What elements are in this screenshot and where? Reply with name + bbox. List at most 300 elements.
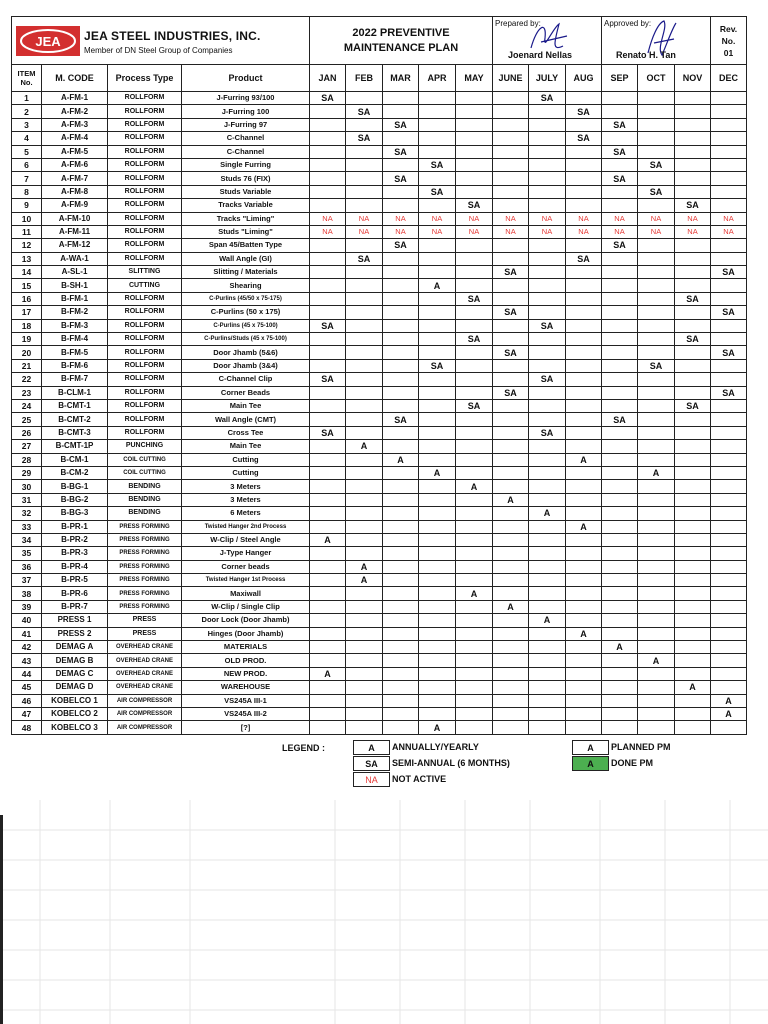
- item-no-cell: 46: [12, 694, 42, 707]
- product-cell: Cutting: [182, 466, 310, 479]
- plan-cell-dec: [711, 105, 747, 118]
- machine-code-cell: PRESS 1: [42, 614, 108, 627]
- legend: [0, 738, 768, 798]
- product-cell: Studs "Liming": [182, 225, 310, 238]
- plan-cell-oct: [638, 627, 675, 640]
- col-process-type: Process Type: [108, 65, 182, 92]
- plan-cell-sep: SA: [602, 145, 638, 158]
- plan-cell-feb: [346, 373, 383, 386]
- item-no-cell: 24: [12, 399, 42, 412]
- legend-not-active-text: NOT ACTIVE: [392, 774, 447, 784]
- plan-cell-may: [456, 694, 493, 707]
- item-no-cell: 42: [12, 641, 42, 654]
- plan-cell-aug: [566, 707, 602, 720]
- item-no-cell: 28: [12, 453, 42, 466]
- plan-cell-dec: SA: [711, 386, 747, 399]
- plan-cell-sep: [602, 694, 638, 707]
- plan-cell-nov: [675, 426, 711, 439]
- product-cell: Studs Variable: [182, 185, 310, 198]
- plan-cell-jan: [310, 105, 346, 118]
- plan-cell-apr: [419, 614, 456, 627]
- company-logo: [16, 26, 80, 56]
- table-row: [12, 118, 747, 131]
- product-cell: Shearing: [182, 279, 310, 292]
- item-no-cell: 26: [12, 426, 42, 439]
- plan-cell-aug: [566, 292, 602, 305]
- legend-annual-mark: A: [353, 740, 390, 755]
- plan-cell-oct: [638, 92, 675, 105]
- plan-cell-aug: [566, 373, 602, 386]
- plan-cell-aug: [566, 279, 602, 292]
- plan-cell-aug: [566, 694, 602, 707]
- plan-cell-july: [529, 118, 566, 131]
- plan-cell-dec: [711, 359, 747, 372]
- product-cell: C-Purlins (50 x 175): [182, 306, 310, 319]
- plan-cell-july: [529, 681, 566, 694]
- plan-cell-jan: [310, 172, 346, 185]
- plan-cell-july: [529, 466, 566, 479]
- plan-cell-jan: [310, 199, 346, 212]
- plan-cell-jan: [310, 239, 346, 252]
- plan-cell-feb: [346, 721, 383, 734]
- pm-table: [11, 16, 747, 735]
- revision-box: [711, 17, 747, 65]
- plan-cell-feb: [346, 681, 383, 694]
- plan-rows: [12, 92, 747, 735]
- plan-cell-july: A: [529, 614, 566, 627]
- plan-cell-apr: [419, 333, 456, 346]
- plan-cell-nov: [675, 707, 711, 720]
- plan-cell-apr: [419, 493, 456, 506]
- plan-cell-sep: [602, 520, 638, 533]
- plan-cell-jan: [310, 132, 346, 145]
- machine-code-cell: DEMAG A: [42, 641, 108, 654]
- product-cell: J-Furring 93/100: [182, 92, 310, 105]
- plan-cell-apr: NA: [419, 212, 456, 225]
- table-row: [12, 266, 747, 279]
- plan-cell-mar: [383, 306, 419, 319]
- plan-cell-jan: [310, 574, 346, 587]
- plan-cell-mar: [383, 681, 419, 694]
- plan-cell-mar: [383, 426, 419, 439]
- plan-cell-nov: [675, 654, 711, 667]
- plan-cell-aug: [566, 239, 602, 252]
- plan-cell-july: [529, 520, 566, 533]
- process-type-cell: BENDING: [108, 507, 182, 520]
- plan-cell-sep: [602, 493, 638, 506]
- product-cell: C-Purlins (45 x 75-100): [182, 319, 310, 332]
- plan-cell-dec: [711, 132, 747, 145]
- plan-cell-nov: [675, 132, 711, 145]
- plan-cell-aug: [566, 266, 602, 279]
- plan-cell-nov: [675, 239, 711, 252]
- item-no-cell: 12: [12, 239, 42, 252]
- process-type-cell: ROLLFORM: [108, 92, 182, 105]
- table-row: [12, 493, 747, 506]
- plan-cell-nov: [675, 359, 711, 372]
- plan-cell-jan: [310, 279, 346, 292]
- plan-cell-apr: [419, 560, 456, 573]
- table-row: [12, 319, 747, 332]
- plan-cell-apr: [419, 346, 456, 359]
- plan-cell-june: [493, 319, 529, 332]
- product-cell: Maxiwall: [182, 587, 310, 600]
- plan-cell-june: [493, 239, 529, 252]
- product-cell: J-Furring 97: [182, 118, 310, 131]
- process-type-cell: ROLLFORM: [108, 306, 182, 319]
- plan-cell-dec: [711, 252, 747, 265]
- plan-cell-aug: [566, 466, 602, 479]
- item-no-cell: 44: [12, 667, 42, 680]
- plan-cell-may: [456, 413, 493, 426]
- item-no-cell: 2: [12, 105, 42, 118]
- plan-cell-feb: [346, 694, 383, 707]
- col-product: Product: [182, 65, 310, 92]
- plan-cell-apr: [419, 453, 456, 466]
- plan-cell-mar: [383, 574, 419, 587]
- plan-cell-jan: [310, 520, 346, 533]
- plan-cell-feb: [346, 359, 383, 372]
- plan-cell-may: NA: [456, 225, 493, 238]
- plan-cell-july: [529, 333, 566, 346]
- plan-cell-aug: SA: [566, 252, 602, 265]
- item-no-cell: 14: [12, 266, 42, 279]
- legend-done-text: DONE PM: [611, 758, 654, 768]
- plan-cell-dec: [711, 333, 747, 346]
- plan-cell-oct: [638, 694, 675, 707]
- product-cell: Door Lock (Door Jhamb): [182, 614, 310, 627]
- plan-cell-feb: [346, 533, 383, 546]
- plan-cell-june: SA: [493, 386, 529, 399]
- plan-cell-sep: [602, 654, 638, 667]
- process-type-cell: PRESS: [108, 614, 182, 627]
- table-row: [12, 239, 747, 252]
- plan-cell-mar: [383, 507, 419, 520]
- product-cell: Cutting: [182, 453, 310, 466]
- plan-cell-aug: SA: [566, 132, 602, 145]
- process-type-cell: AIR COMPRESSOR: [108, 707, 182, 720]
- plan-cell-jan: [310, 587, 346, 600]
- plan-cell-apr: [419, 92, 456, 105]
- table-row: [12, 172, 747, 185]
- plan-cell-apr: [419, 654, 456, 667]
- machine-code-cell: B-FM-7: [42, 373, 108, 386]
- plan-cell-july: [529, 292, 566, 305]
- plan-cell-feb: [346, 493, 383, 506]
- plan-cell-july: A: [529, 507, 566, 520]
- plan-cell-nov: [675, 118, 711, 131]
- plan-cell-dec: [711, 185, 747, 198]
- plan-cell-mar: NA: [383, 212, 419, 225]
- plan-cell-june: [493, 721, 529, 734]
- plan-cell-july: [529, 533, 566, 546]
- table-row: [12, 185, 747, 198]
- machine-code-cell: B-FM-1: [42, 292, 108, 305]
- plan-cell-oct: [638, 667, 675, 680]
- plan-cell-dec: SA: [711, 306, 747, 319]
- plan-cell-aug: [566, 158, 602, 171]
- plan-cell-sep: [602, 333, 638, 346]
- plan-cell-may: [456, 386, 493, 399]
- process-type-cell: ROLLFORM: [108, 212, 182, 225]
- plan-cell-june: SA: [493, 266, 529, 279]
- table-row: [12, 533, 747, 546]
- plan-cell-mar: [383, 158, 419, 171]
- document-title: [310, 17, 493, 65]
- plan-cell-feb: [346, 386, 383, 399]
- process-type-cell: AIR COMPRESSOR: [108, 694, 182, 707]
- plan-cell-feb: A: [346, 574, 383, 587]
- plan-cell-june: [493, 145, 529, 158]
- plan-cell-may: [456, 252, 493, 265]
- process-type-cell: AIR COMPRESSOR: [108, 721, 182, 734]
- plan-cell-aug: [566, 440, 602, 453]
- plan-cell-jan: [310, 399, 346, 412]
- plan-cell-oct: [638, 346, 675, 359]
- plan-cell-aug: [566, 172, 602, 185]
- process-type-cell: ROLLFORM: [108, 145, 182, 158]
- plan-cell-dec: [711, 681, 747, 694]
- plan-cell-apr: [419, 574, 456, 587]
- plan-cell-july: SA: [529, 92, 566, 105]
- plan-cell-oct: [638, 399, 675, 412]
- plan-cell-sep: [602, 359, 638, 372]
- process-type-cell: PRESS FORMING: [108, 587, 182, 600]
- plan-cell-mar: [383, 386, 419, 399]
- item-no-cell: 5: [12, 145, 42, 158]
- plan-cell-sep: [602, 480, 638, 493]
- plan-cell-aug: A: [566, 520, 602, 533]
- plan-cell-feb: [346, 627, 383, 640]
- plan-cell-july: [529, 399, 566, 412]
- plan-cell-mar: [383, 560, 419, 573]
- plan-cell-july: [529, 172, 566, 185]
- plan-cell-feb: A: [346, 560, 383, 573]
- plan-cell-dec: SA: [711, 346, 747, 359]
- item-no-cell: 30: [12, 480, 42, 493]
- company-name: JEA STEEL INDUSTRIES, INC.: [84, 29, 261, 43]
- product-cell: Hinges (Door Jhamb): [182, 627, 310, 640]
- plan-cell-dec: [711, 614, 747, 627]
- plan-cell-july: [529, 667, 566, 680]
- plan-cell-july: [529, 306, 566, 319]
- plan-cell-sep: A: [602, 641, 638, 654]
- plan-cell-aug: [566, 587, 602, 600]
- plan-cell-sep: NA: [602, 225, 638, 238]
- item-no-cell: 32: [12, 507, 42, 520]
- plan-cell-jan: [310, 466, 346, 479]
- item-no-cell: 10: [12, 212, 42, 225]
- plan-cell-oct: [638, 373, 675, 386]
- process-type-cell: PRESS FORMING: [108, 600, 182, 613]
- plan-cell-may: A: [456, 480, 493, 493]
- plan-cell-apr: [419, 386, 456, 399]
- col-month-jan: JAN: [310, 65, 346, 92]
- plan-cell-mar: [383, 333, 419, 346]
- machine-code-cell: B-PR-2: [42, 533, 108, 546]
- plan-cell-feb: SA: [346, 105, 383, 118]
- item-no-cell: 37: [12, 574, 42, 587]
- item-no-cell: 6: [12, 158, 42, 171]
- plan-cell-jan: [310, 440, 346, 453]
- table-row: [12, 667, 747, 680]
- plan-cell-aug: [566, 533, 602, 546]
- plan-cell-july: [529, 627, 566, 640]
- plan-cell-nov: [675, 614, 711, 627]
- plan-cell-sep: [602, 346, 638, 359]
- plan-cell-july: [529, 359, 566, 372]
- plan-cell-apr: [419, 426, 456, 439]
- plan-cell-nov: [675, 346, 711, 359]
- plan-cell-oct: [638, 105, 675, 118]
- plan-cell-may: SA: [456, 399, 493, 412]
- plan-cell-aug: A: [566, 627, 602, 640]
- plan-cell-july: [529, 560, 566, 573]
- plan-cell-sep: [602, 466, 638, 479]
- plan-cell-nov: [675, 413, 711, 426]
- table-row: [12, 359, 747, 372]
- plan-cell-mar: [383, 185, 419, 198]
- legend-planned-mark: A: [572, 740, 609, 755]
- plan-cell-oct: [638, 641, 675, 654]
- col-month-dec: DEC: [711, 65, 747, 92]
- plan-cell-feb: [346, 641, 383, 654]
- plan-cell-dec: [711, 145, 747, 158]
- plan-cell-nov: [675, 319, 711, 332]
- plan-cell-jan: [310, 118, 346, 131]
- plan-cell-apr: [419, 681, 456, 694]
- plan-cell-may: [456, 707, 493, 720]
- process-type-cell: OVERHEAD CRANE: [108, 667, 182, 680]
- prepared-by-label: Prepared by:: [495, 19, 541, 28]
- plan-cell-july: [529, 252, 566, 265]
- plan-cell-oct: [638, 266, 675, 279]
- table-row: [12, 413, 747, 426]
- table-row: [12, 547, 747, 560]
- plan-cell-oct: [638, 520, 675, 533]
- plan-cell-sep: SA: [602, 413, 638, 426]
- plan-cell-jan: [310, 359, 346, 372]
- plan-cell-jan: SA: [310, 319, 346, 332]
- machine-code-cell: A-FM-8: [42, 185, 108, 198]
- plan-cell-june: [493, 507, 529, 520]
- col-month-apr: APR: [419, 65, 456, 92]
- plan-cell-nov: [675, 466, 711, 479]
- plan-cell-dec: SA: [711, 266, 747, 279]
- plan-cell-july: [529, 266, 566, 279]
- plan-cell-july: [529, 694, 566, 707]
- plan-cell-apr: [419, 132, 456, 145]
- table-row: [12, 145, 747, 158]
- plan-cell-mar: [383, 292, 419, 305]
- machine-code-cell: A-SL-1: [42, 266, 108, 279]
- plan-cell-june: [493, 118, 529, 131]
- plan-cell-apr: [419, 105, 456, 118]
- plan-cell-feb: [346, 426, 383, 439]
- table-row: [12, 466, 747, 479]
- product-cell: C-Purlins (45/50 x 75-175): [182, 292, 310, 305]
- machine-code-cell: DEMAG C: [42, 667, 108, 680]
- plan-cell-dec: [711, 600, 747, 613]
- plan-cell-apr: [419, 600, 456, 613]
- plan-cell-feb: [346, 614, 383, 627]
- process-type-cell: ROLLFORM: [108, 319, 182, 332]
- plan-cell-oct: [638, 533, 675, 546]
- plan-cell-july: [529, 721, 566, 734]
- plan-cell-dec: [711, 507, 747, 520]
- table-row: [12, 614, 747, 627]
- plan-cell-jan: [310, 346, 346, 359]
- product-cell: Twisted Hanger 2nd Process: [182, 520, 310, 533]
- plan-cell-dec: [711, 373, 747, 386]
- plan-cell-aug: [566, 426, 602, 439]
- table-row: [12, 346, 747, 359]
- plan-cell-apr: [419, 547, 456, 560]
- table-row: [12, 399, 747, 412]
- plan-cell-july: [529, 493, 566, 506]
- legend-annual-text: ANNUALLY/YEARLY: [392, 742, 479, 752]
- col-no-label: No.: [20, 78, 33, 87]
- machine-code-cell: A-FM-7: [42, 172, 108, 185]
- plan-cell-dec: NA: [711, 225, 747, 238]
- plan-cell-may: A: [456, 587, 493, 600]
- plan-cell-aug: NA: [566, 225, 602, 238]
- plan-cell-sep: [602, 707, 638, 720]
- plan-cell-jan: NA: [310, 212, 346, 225]
- plan-cell-mar: SA: [383, 239, 419, 252]
- plan-cell-may: [456, 721, 493, 734]
- plan-cell-mar: [383, 359, 419, 372]
- product-cell: VS245A III-1: [182, 694, 310, 707]
- process-type-cell: ROLLFORM: [108, 158, 182, 171]
- plan-cell-apr: [419, 252, 456, 265]
- plan-cell-aug: [566, 641, 602, 654]
- plan-cell-jan: [310, 627, 346, 640]
- plan-cell-sep: [602, 266, 638, 279]
- process-type-cell: COIL CUTTING: [108, 453, 182, 466]
- plan-cell-sep: SA: [602, 239, 638, 252]
- machine-code-cell: B-CLM-1: [42, 386, 108, 399]
- machine-code-cell: B-PR-7: [42, 600, 108, 613]
- plan-cell-mar: [383, 266, 419, 279]
- product-cell: C-Channel: [182, 145, 310, 158]
- plan-cell-may: [456, 373, 493, 386]
- table-row: [12, 453, 747, 466]
- plan-cell-apr: [419, 172, 456, 185]
- plan-cell-feb: [346, 199, 383, 212]
- process-type-cell: PRESS: [108, 627, 182, 640]
- plan-cell-oct: [638, 333, 675, 346]
- product-cell: Studs 76 (FIX): [182, 172, 310, 185]
- plan-cell-sep: [602, 92, 638, 105]
- plan-cell-june: [493, 480, 529, 493]
- plan-cell-jan: SA: [310, 373, 346, 386]
- machine-code-cell: B-PR-5: [42, 574, 108, 587]
- plan-cell-dec: [711, 426, 747, 439]
- plan-cell-nov: [675, 627, 711, 640]
- process-type-cell: ROLLFORM: [108, 359, 182, 372]
- item-no-cell: 13: [12, 252, 42, 265]
- plan-cell-mar: [383, 533, 419, 546]
- plan-cell-dec: [711, 279, 747, 292]
- plan-cell-apr: [419, 507, 456, 520]
- plan-cell-may: [456, 681, 493, 694]
- plan-cell-apr: SA: [419, 359, 456, 372]
- item-no-cell: 4: [12, 132, 42, 145]
- plan-cell-dec: [711, 641, 747, 654]
- plan-cell-aug: [566, 399, 602, 412]
- item-no-cell: 38: [12, 587, 42, 600]
